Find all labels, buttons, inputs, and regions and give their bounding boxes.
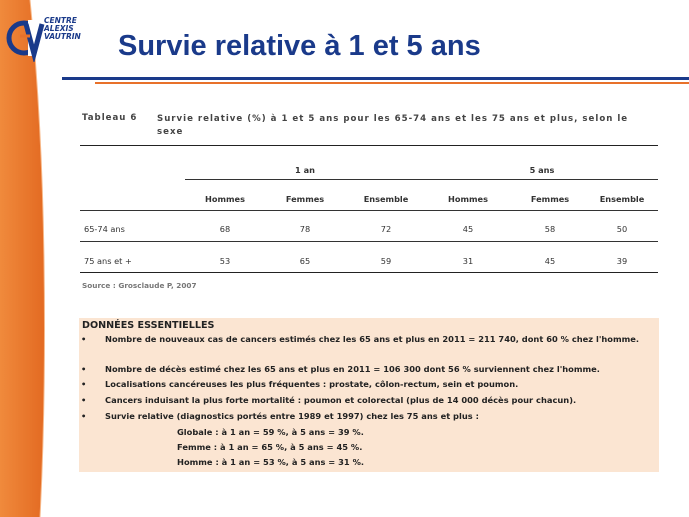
survival-globale: Globale : à 1 an = 59 %, à 5 ans = 39 %. bbox=[177, 427, 364, 437]
col-header-ensemble-1: Ensemble bbox=[363, 194, 409, 204]
row-label-65-74: 65-74 ans bbox=[84, 224, 125, 234]
bullet-icon: • bbox=[81, 364, 87, 374]
table-cell: 45 bbox=[462, 224, 474, 234]
logo-brand-text: CENTRE ALEXIS VAUTRIN bbox=[44, 16, 81, 41]
table-cell: 59 bbox=[380, 256, 392, 266]
table-bottom-rule bbox=[80, 272, 658, 273]
table-cell: 50 bbox=[616, 224, 628, 234]
survival-femme: Femme : à 1 an = 65 %, à 5 ans = 45 %. bbox=[177, 442, 363, 452]
col-header-hommes-5: Hommes bbox=[448, 194, 488, 204]
table-cell: 78 bbox=[299, 224, 311, 234]
table-source: Source : Grosclaude P, 2007 bbox=[82, 281, 197, 290]
col-header-femmes-5: Femmes bbox=[530, 194, 570, 204]
survival-homme: Homme : à 1 an = 53 %, à 5 ans = 31 %. bbox=[177, 457, 365, 467]
col-header-hommes-1: Hommes bbox=[205, 194, 245, 204]
row-label-75-plus: 75 ans et + bbox=[84, 256, 132, 266]
table-cell: 58 bbox=[544, 224, 556, 234]
cav-logo-mark bbox=[6, 14, 46, 62]
bullet-icon: • bbox=[81, 395, 87, 405]
table-cell: 68 bbox=[219, 224, 231, 234]
group-header-1-an: 1 an bbox=[295, 165, 315, 175]
col-header-femmes-1: Femmes bbox=[285, 194, 325, 204]
table-cell: 53 bbox=[219, 256, 231, 266]
col-header-ensemble-5: Ensemble bbox=[599, 194, 645, 204]
group-header-5-ans: 5 ans bbox=[529, 165, 555, 175]
row-rule bbox=[80, 241, 658, 242]
table-cell: 72 bbox=[380, 224, 392, 234]
table-cell: 31 bbox=[462, 256, 474, 266]
essential-data-title: DONNÉES ESSENTIELLES bbox=[82, 320, 215, 331]
page-title: Survie relative à 1 et 5 ans bbox=[118, 30, 481, 62]
header-bottom-rule bbox=[80, 210, 658, 211]
table-cell: 39 bbox=[616, 256, 628, 266]
table-cell: 45 bbox=[544, 256, 556, 266]
essential-data-box: DONNÉES ESSENTIELLES • Nombre de nouveaux cas de cancers estimés chez les 65 ans et plus en 2011 = 211 740, dont 60 % chez l'homme. • Nombre de décès estimé chez les 65 ans et plus en 2011 = 106 300 dont 56 % surviennent chez l'homme. • Localisations cancéreuses les plus fréquentes : prostate, côlon-rectum, sein et poumon. • Cancers induisant la plus forte mortalité : poumon et colorectal (plus de 14 000 décès pour chacun). • Survie relative (diagnostics portés entre 1989 et 1997) chez les 75 ans et plus : Globale : à 1 an = 59 %, à 5 ans = 39 %. Femme : à 1 an = 65 %, à 5 ans = 45 %. Homme : à 1 an = 53 %, à 5 ans = 31 %. bbox=[79, 318, 659, 472]
title-rule-orange bbox=[95, 82, 689, 84]
bullet-icon: • bbox=[81, 379, 87, 389]
group-header-rule bbox=[185, 179, 658, 180]
table-cell: 65 bbox=[299, 256, 311, 266]
table-caption-text: Survie relative (%) à 1 et 5 ans pour les 65-74 ans et les 75 ans et plus, selon le sexe bbox=[157, 114, 629, 137]
bullet-icon: • bbox=[81, 334, 87, 344]
title-rule-blue bbox=[62, 77, 689, 80]
table-label: Tableau 6 bbox=[82, 113, 138, 123]
left-decorative-band bbox=[0, 0, 52, 517]
table-top-rule bbox=[80, 145, 658, 146]
centre-alexis-vautrin-logo bbox=[6, 14, 96, 66]
bullet-icon: • bbox=[81, 411, 87, 421]
